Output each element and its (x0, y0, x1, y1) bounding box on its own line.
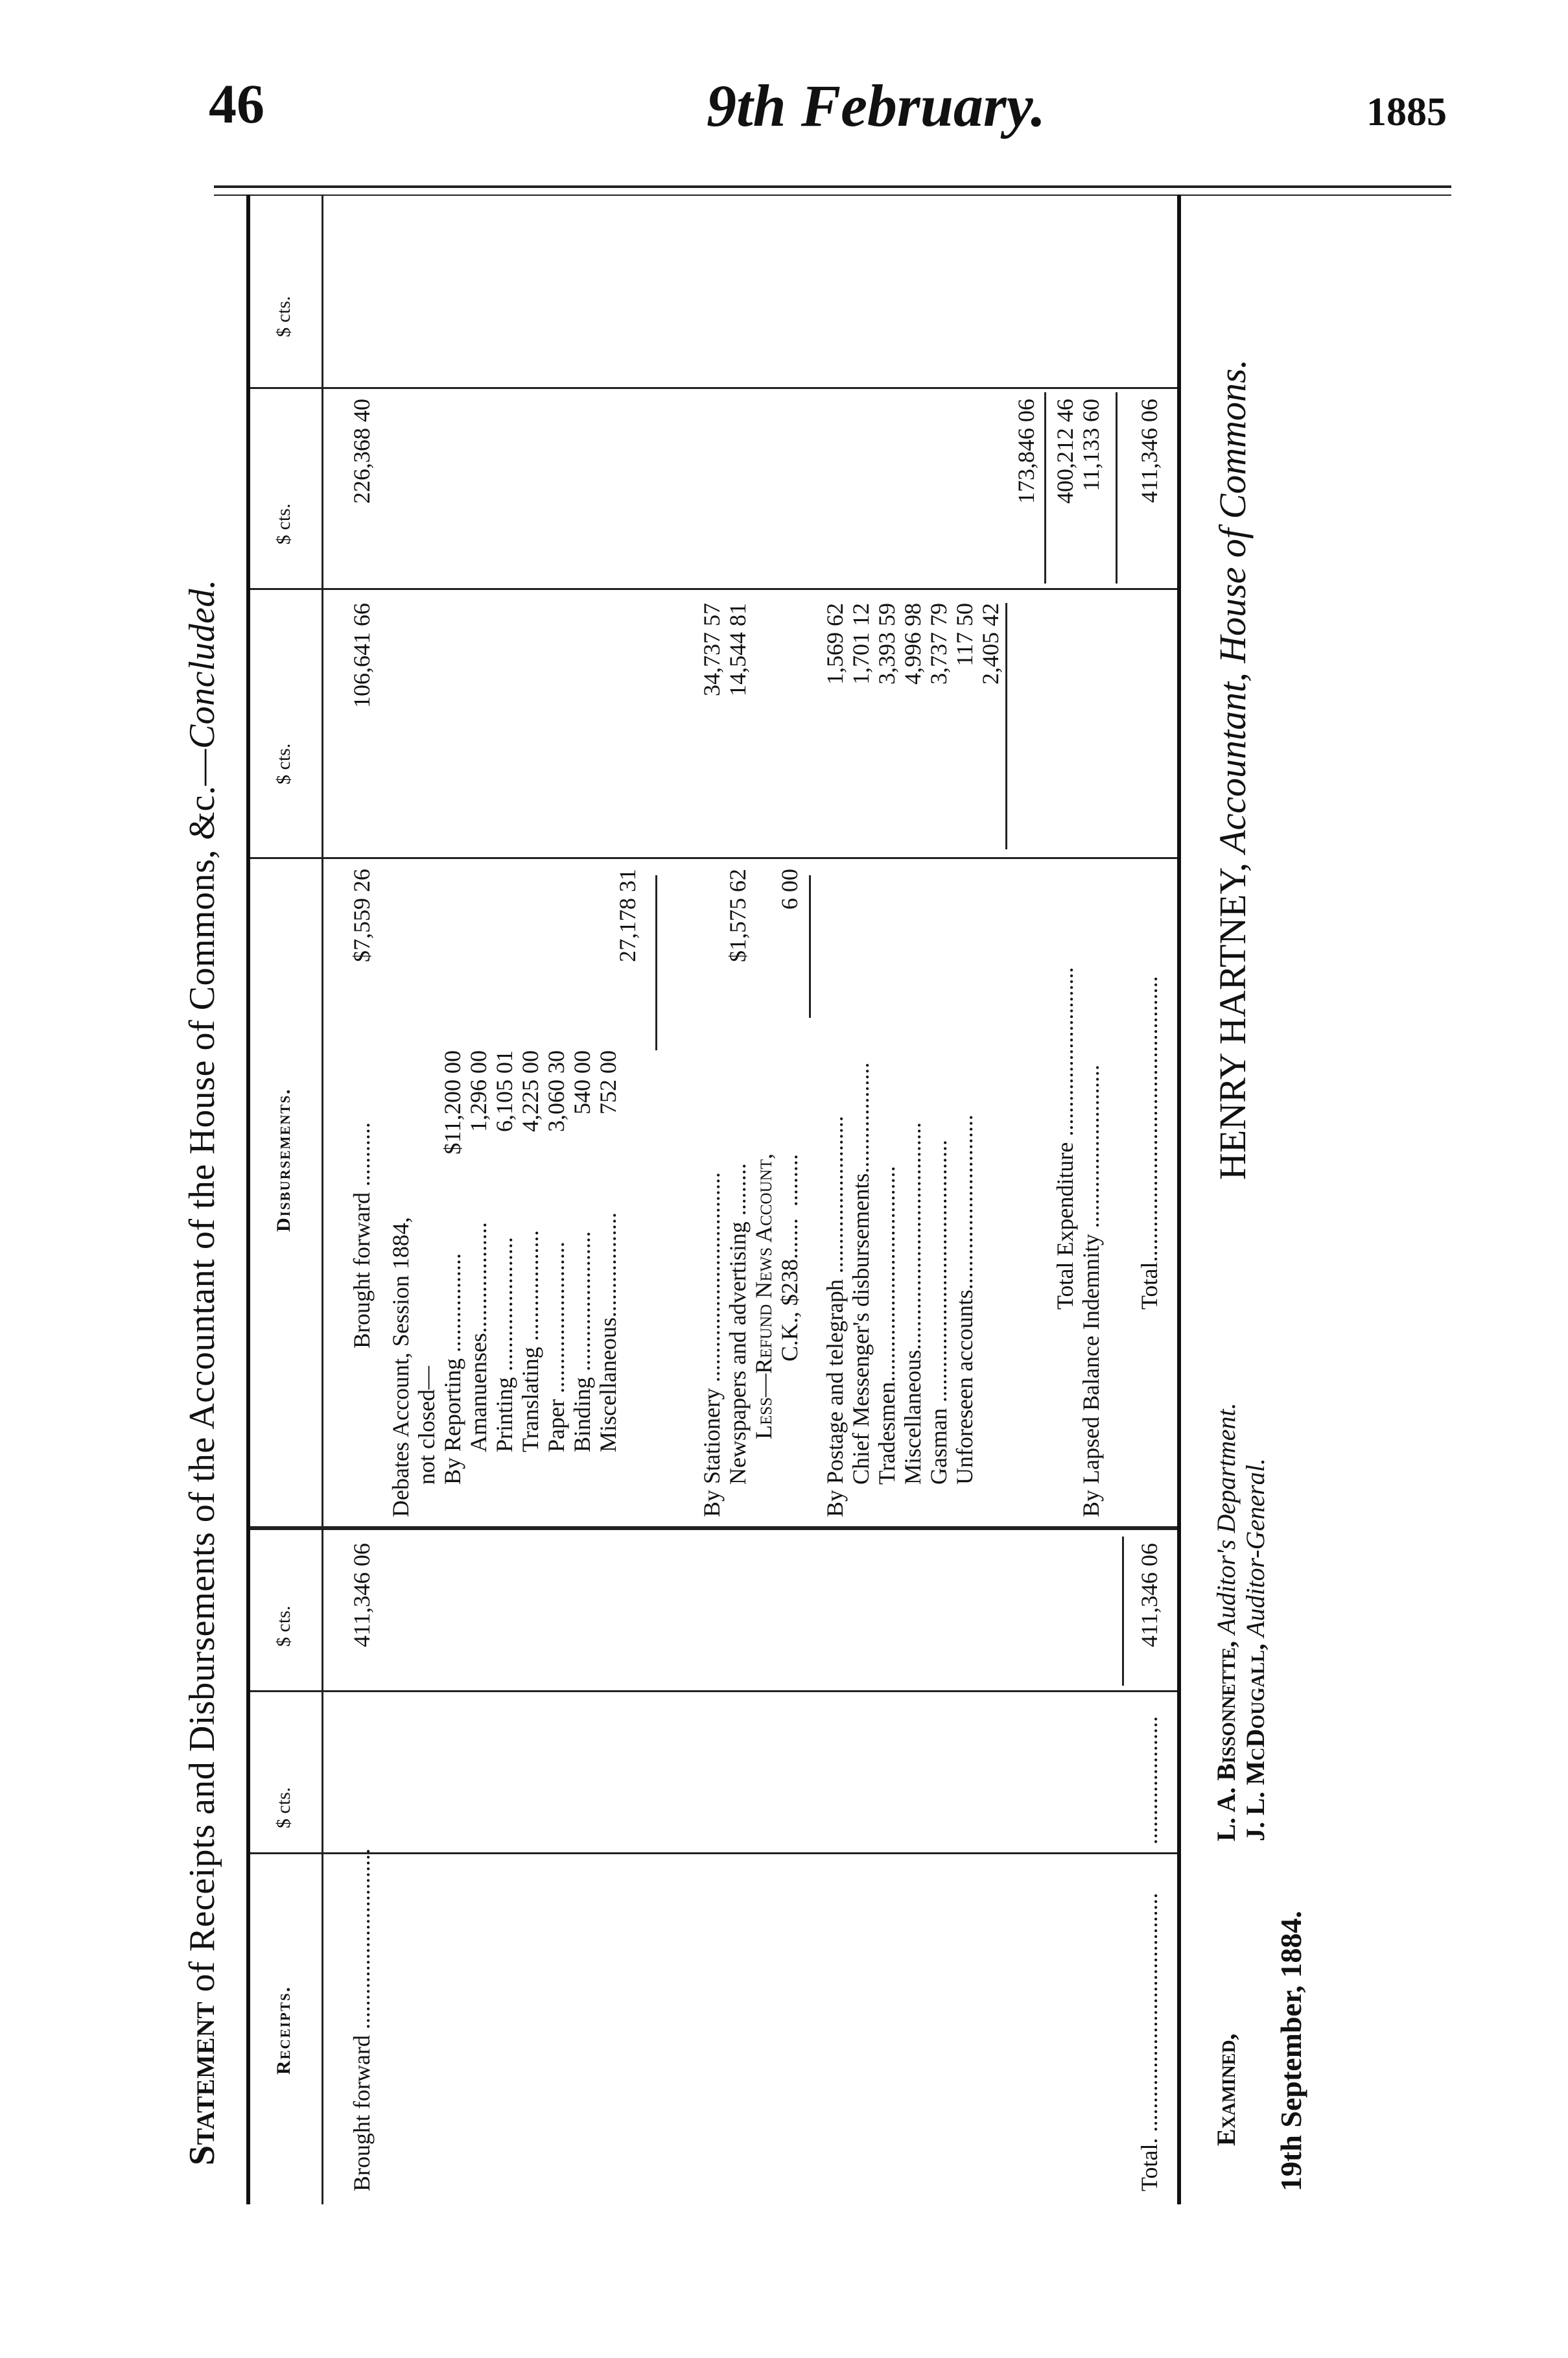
receipts-total-dots: ...................... (1136, 1716, 1162, 1845)
receipts-total-label: Total. ......................................... (1136, 1892, 1162, 2191)
other-item-value: 4,996 98 (900, 603, 926, 685)
other-item-label: By Postage and telegraph ........................... (822, 1116, 848, 1517)
other-item-label: Chief Messenger's disbursements................... (848, 1062, 874, 1485)
title-concluded: Concluded. (182, 579, 222, 749)
other-item-label: Miscellaneous....................................... (900, 1122, 926, 1485)
lapsed-value: 11,133 60 (1078, 399, 1104, 491)
other-item-label: Tradesmen..................................... (874, 1166, 900, 1485)
receipts-heading: Receipts. (273, 1985, 294, 2075)
receipts-brought-forward-value: 411,346 06 (349, 1543, 375, 1647)
less-line2: C.K., $238....... ......... (777, 1153, 802, 1362)
receipts-unit-2: $ cts. (273, 1605, 294, 1647)
statement-rotated (175, 195, 1342, 2204)
title-lead: Statement (182, 2001, 222, 2165)
other-item-label: Unforeseen accounts.............................. (952, 1114, 977, 1485)
debates-item-value: 540 00 (569, 1050, 595, 1114)
debates-item-value: 3,060 30 (543, 1050, 569, 1132)
less-line1: Less—Refund News Account, (751, 1153, 777, 1439)
debates-item-label: Paper .......................... (543, 1242, 569, 1452)
disbursements-unit-1: $ cts. (273, 743, 294, 784)
debates-item-value: 1,296 00 (465, 1050, 491, 1132)
title-text: of Receipts and Disbursements of the Accountant of the House of Commons, &c.— (182, 749, 222, 2001)
less-value: 6 00 (777, 869, 802, 910)
page-year: 1885 (1366, 90, 1447, 134)
disb-brought-forward-mid: 106,641 66 (349, 603, 375, 708)
other-item-value: 2,405 42 (977, 603, 1003, 685)
other-subtotal: 173,846 06 (1013, 399, 1039, 504)
stationery-label: By Stationery .................................... (699, 1172, 725, 1517)
debates-item-label: Translating ................... (517, 1230, 543, 1452)
debates-item-value: 6,105 01 (491, 1050, 517, 1132)
disb-brought-forward-sub: $7,559 26 (349, 869, 375, 962)
examiner-1: L. A. Bissonnette, Auditor's Department. (1211, 1402, 1241, 1841)
signature: HENRY HARTNEY, Accountant, House of Commons. (1211, 359, 1254, 1180)
newspapers-sub: $1,575 62 (725, 869, 751, 962)
other-item-value: 3,737 79 (926, 603, 952, 685)
other-item-value: 1,701 12 (848, 603, 874, 685)
debates-item-label: Binding ........................ (569, 1231, 595, 1452)
examiner-2: J. L. McDougall, Auditor-General. (1241, 1458, 1270, 1841)
debates-item-label: Printing ....................... (491, 1236, 517, 1452)
disbursements-unit-3: $ cts. (273, 296, 294, 337)
disb-total-label: Total................................................. (1136, 976, 1162, 1310)
statement-title (182, 579, 222, 2165)
disb-brought-forward-label: Brought forward ........... (349, 1122, 375, 1349)
stationery-value: 34,737 57 (699, 603, 725, 696)
debates-subtotal: 27,178 31 (614, 869, 640, 962)
debates-item-value: 752 00 (595, 1050, 621, 1114)
lapsed-label: By Lapsed Balance Indemnity ............................ (1078, 1065, 1104, 1517)
page-number: 46 (209, 73, 264, 135)
debates-line1: Debates Account, Session 1884, (388, 1217, 414, 1517)
debates-item-label: Amanuenses................... (465, 1222, 491, 1452)
receipts-total-value: 411,346 06 (1136, 1543, 1162, 1647)
debates-item-value: 4,225 00 (517, 1050, 543, 1132)
disbursements-unit-2: $ cts. (273, 503, 294, 545)
disb-brought-forward-total: 226,368 40 (349, 399, 375, 504)
debates-item-label: Miscellaneous.................. (595, 1212, 621, 1452)
examined-label: Examined, (1211, 2033, 1241, 2146)
debates-item-value: $11,200 00 (439, 1050, 465, 1155)
disb-total-value: 411,346 06 (1136, 399, 1162, 503)
other-item-value: 1,569 62 (822, 603, 848, 685)
receipts-unit-1: $ cts. (273, 1787, 294, 1828)
total-expenditure-value: 400,212 46 (1052, 399, 1078, 504)
other-item-value: 3,393 59 (874, 603, 900, 685)
newspapers-net: 14,544 81 (725, 603, 751, 696)
debates-item-label: By Reporting ................. (439, 1253, 465, 1485)
other-item-value: 117 50 (952, 603, 977, 666)
other-item-label: Gasman ............................................. (926, 1140, 952, 1485)
page-date-heading: 9th February. (707, 73, 1046, 139)
disbursements-heading: Disbursements. (273, 1088, 294, 1232)
receipts-brought-forward-label: Brought forward ............................... (349, 1848, 375, 2191)
total-expenditure-label: Total Expenditure ............................. (1052, 967, 1078, 1310)
statement-date: 19th September, 1884. (1274, 1911, 1307, 2191)
newspapers-label: Newspapers and advertising ......... (725, 1163, 751, 1485)
accounts-table (246, 195, 1181, 2204)
debates-line2: not closed— (414, 1366, 439, 1485)
header-rule (214, 185, 1451, 188)
